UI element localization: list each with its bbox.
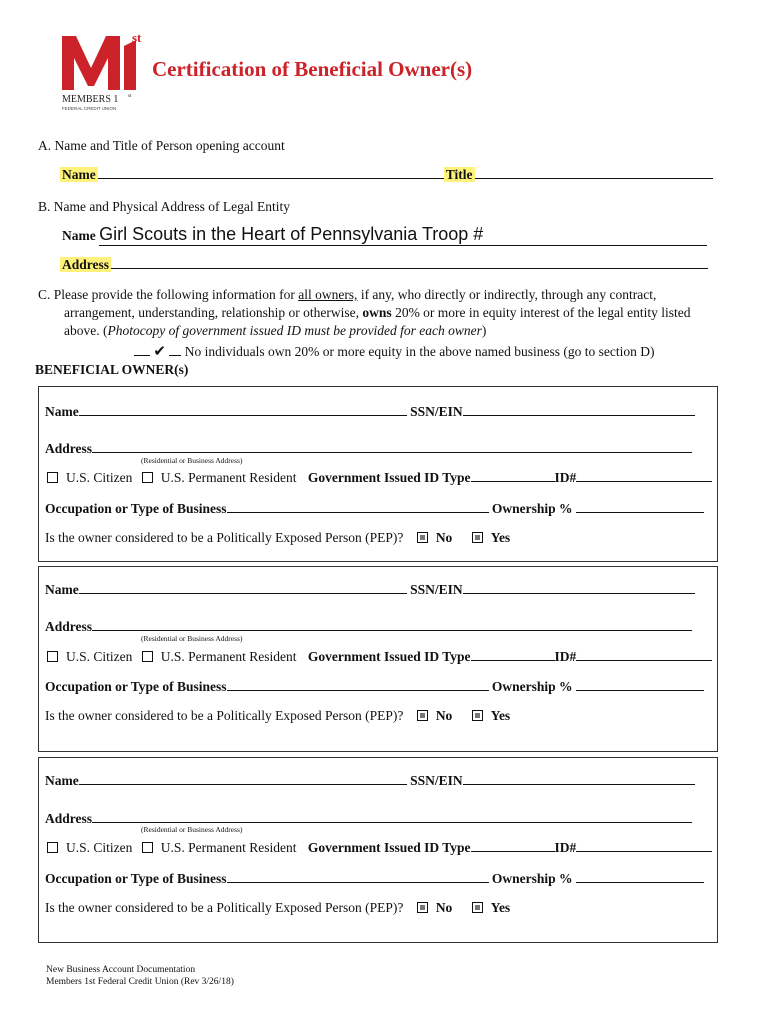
ownership-field[interactable] xyxy=(576,501,704,513)
ownership-label: Ownership % xyxy=(491,501,573,516)
section-c-line1 xyxy=(38,287,656,303)
owner-name-field[interactable] xyxy=(79,404,407,416)
ownership-field[interactable] xyxy=(576,871,704,883)
no-owners-row xyxy=(134,342,655,361)
id-number-label: ID# xyxy=(554,649,577,664)
owner-pep-row xyxy=(45,900,510,916)
id-number-label: ID# xyxy=(554,840,577,855)
address-hint: (Residential or Business Address) xyxy=(141,456,243,465)
person-title-field[interactable] xyxy=(475,167,713,179)
pep-yes-label: Yes xyxy=(490,530,511,545)
us-resident-label: U.S. Permanent Resident xyxy=(160,840,297,855)
footer xyxy=(46,964,234,988)
occupation-field[interactable] xyxy=(227,679,489,691)
members-1st-logo xyxy=(60,30,148,116)
owns-text: owns xyxy=(362,305,392,320)
owner-ssn-label: SSN/EIN xyxy=(410,404,463,419)
pep-no-label: No xyxy=(435,708,453,723)
owner-ssn-field[interactable] xyxy=(463,582,695,594)
beneficial-owners-heading: BENEFICIAL OWNER(s) xyxy=(35,362,189,377)
owner-address-field[interactable] xyxy=(92,811,692,823)
gov-id-label: Government Issued ID Type xyxy=(307,840,471,855)
gov-id-field[interactable] xyxy=(471,649,555,661)
svg-text:FEDERAL CREDIT UNION: FEDERAL CREDIT UNION xyxy=(62,106,117,111)
section-a-name-row xyxy=(60,167,713,183)
pep-yes-label: Yes xyxy=(490,900,511,915)
section-c-text-2: if any, who directly or indirectly, through any contract, xyxy=(357,287,657,302)
owner-occupation-row xyxy=(45,871,704,887)
owner-address-field[interactable] xyxy=(92,441,692,453)
owner-address-label: Address xyxy=(45,619,93,634)
occupation-label: Occupation or Type of Business xyxy=(45,679,227,694)
footer-line-1: New Business Account Documentation xyxy=(46,965,196,975)
pep-no-checkbox[interactable] xyxy=(417,710,428,721)
check-blank-right xyxy=(169,344,181,356)
check-blank-left xyxy=(134,344,150,356)
id-number-label: ID# xyxy=(554,470,577,485)
owner-occupation-row xyxy=(45,501,704,517)
pep-yes-checkbox[interactable] xyxy=(472,902,483,913)
section-c-text-4: 20% or more in equity interest of the legal entity listed xyxy=(391,305,691,320)
owner-name-row xyxy=(45,773,695,789)
pep-question: Is the owner considered to be a Politically Exposed Person (PEP)? xyxy=(45,708,404,723)
svg-text:st: st xyxy=(128,94,132,99)
pep-no-label: No xyxy=(435,530,453,545)
occupation-label: Occupation or Type of Business xyxy=(45,501,227,516)
no-owners-text: No individuals own 20% or more equity in the above named business (go to section D) xyxy=(184,344,655,359)
us-citizen-label: U.S. Citizen xyxy=(66,840,133,855)
owner-address-label: Address xyxy=(45,811,93,826)
svg-text:MEMBERS 1: MEMBERS 1 xyxy=(62,94,119,105)
owner-ssn-label: SSN/EIN xyxy=(410,773,463,788)
entity-name-field[interactable] xyxy=(99,224,707,246)
section-c-text-5: above. ( xyxy=(64,323,108,338)
owner-ssn-field[interactable] xyxy=(463,404,695,416)
owner-block-3 xyxy=(38,757,718,943)
gov-id-field[interactable] xyxy=(471,840,555,852)
pep-yes-label: Yes xyxy=(490,708,511,723)
footer-line-2: Members 1st Federal Credit Union (Rev 3/26/18) xyxy=(46,977,234,987)
gov-id-label: Government Issued ID Type xyxy=(307,649,471,664)
pep-no-checkbox[interactable] xyxy=(417,902,428,913)
owner-name-label: Name xyxy=(45,582,79,597)
us-resident-checkbox[interactable] xyxy=(142,472,153,483)
us-citizen-checkbox[interactable] xyxy=(47,842,58,853)
id-number-field[interactable] xyxy=(576,840,712,852)
section-b-address-row xyxy=(60,257,708,273)
section-c-line3 xyxy=(64,323,486,339)
pep-question: Is the owner considered to be a Politically Exposed Person (PEP)? xyxy=(45,530,404,545)
owner-status-row xyxy=(47,649,712,665)
gov-id-label: Government Issued ID Type xyxy=(307,470,471,485)
owner-name-label: Name xyxy=(45,773,79,788)
address-hint: (Residential or Business Address) xyxy=(141,825,243,834)
us-citizen-label: U.S. Citizen xyxy=(66,649,133,664)
section-b-heading: B. Name and Physical Address of Legal Entity xyxy=(38,199,290,214)
owner-status-row xyxy=(47,470,712,486)
owner-address-label: Address xyxy=(45,441,93,456)
owner-block-1 xyxy=(38,386,718,562)
photocopy-note: Photocopy of government issued ID must be provided for each owner xyxy=(107,323,482,338)
document-title: Certification of Beneficial Owner(s) xyxy=(152,57,473,81)
owner-pep-row xyxy=(45,530,510,546)
entity-name-value: Girl Scouts in the Heart of Pennsylvania Troop # xyxy=(99,224,484,244)
ownership-label: Ownership % xyxy=(491,679,573,694)
section-a-heading: A. Name and Title of Person opening account xyxy=(38,138,285,153)
owner-occupation-row xyxy=(45,679,704,695)
owner-address-row xyxy=(45,441,692,457)
section-c-text: C. Please provide the following information for xyxy=(38,287,299,302)
name-label: Name xyxy=(62,167,96,182)
pep-yes-checkbox[interactable] xyxy=(472,532,483,543)
owner-name-field[interactable] xyxy=(79,773,407,785)
owner-name-label: Name xyxy=(45,404,79,419)
us-resident-label: U.S. Permanent Resident xyxy=(160,470,297,485)
entity-name-label: Name xyxy=(62,228,96,243)
id-number-field[interactable] xyxy=(576,470,712,482)
owner-address-row xyxy=(45,619,692,635)
owner-address-field[interactable] xyxy=(92,619,692,631)
us-citizen-checkbox[interactable] xyxy=(47,472,58,483)
entity-address-field[interactable] xyxy=(111,257,708,269)
us-citizen-checkbox[interactable] xyxy=(47,651,58,662)
occupation-field[interactable] xyxy=(227,871,489,883)
gov-id-field[interactable] xyxy=(471,470,555,482)
owner-name-row xyxy=(45,404,695,420)
ownership-label: Ownership % xyxy=(491,871,573,886)
pep-yes-checkbox[interactable] xyxy=(472,710,483,721)
owner-status-row xyxy=(47,840,712,856)
section-c-text-3: arrangement, understanding, relationship or otherwise, xyxy=(64,305,363,320)
id-number-field[interactable] xyxy=(576,649,712,661)
address-hint: (Residential or Business Address) xyxy=(141,634,243,643)
owner-block-2 xyxy=(38,566,718,752)
section-c-line2 xyxy=(64,305,691,321)
ownership-field[interactable] xyxy=(576,679,704,691)
owner-ssn-label: SSN/EIN xyxy=(410,582,463,597)
occupation-field[interactable] xyxy=(227,501,489,513)
owner-pep-row xyxy=(45,708,510,724)
us-resident-checkbox[interactable] xyxy=(142,651,153,662)
section-c-text-6: ) xyxy=(481,323,487,338)
check-mark-icon[interactable]: ✔ xyxy=(153,344,166,360)
us-resident-checkbox[interactable] xyxy=(142,842,153,853)
pep-no-label: No xyxy=(435,900,453,915)
owner-name-row xyxy=(45,582,695,598)
section-b-name-row xyxy=(62,224,707,246)
pep-question: Is the owner considered to be a Politically Exposed Person (PEP)? xyxy=(45,900,404,915)
owner-name-field[interactable] xyxy=(79,582,407,594)
owner-ssn-field[interactable] xyxy=(463,773,695,785)
pep-no-checkbox[interactable] xyxy=(417,532,428,543)
person-name-field[interactable] xyxy=(98,167,444,179)
entity-address-label: Address xyxy=(62,257,110,272)
us-resident-label: U.S. Permanent Resident xyxy=(160,649,297,664)
us-citizen-label: U.S. Citizen xyxy=(66,470,133,485)
occupation-label: Occupation or Type of Business xyxy=(45,871,227,886)
all-owners-text: all owners, xyxy=(298,287,358,302)
svg-text:st: st xyxy=(132,30,142,45)
title-label: Title xyxy=(445,167,473,182)
